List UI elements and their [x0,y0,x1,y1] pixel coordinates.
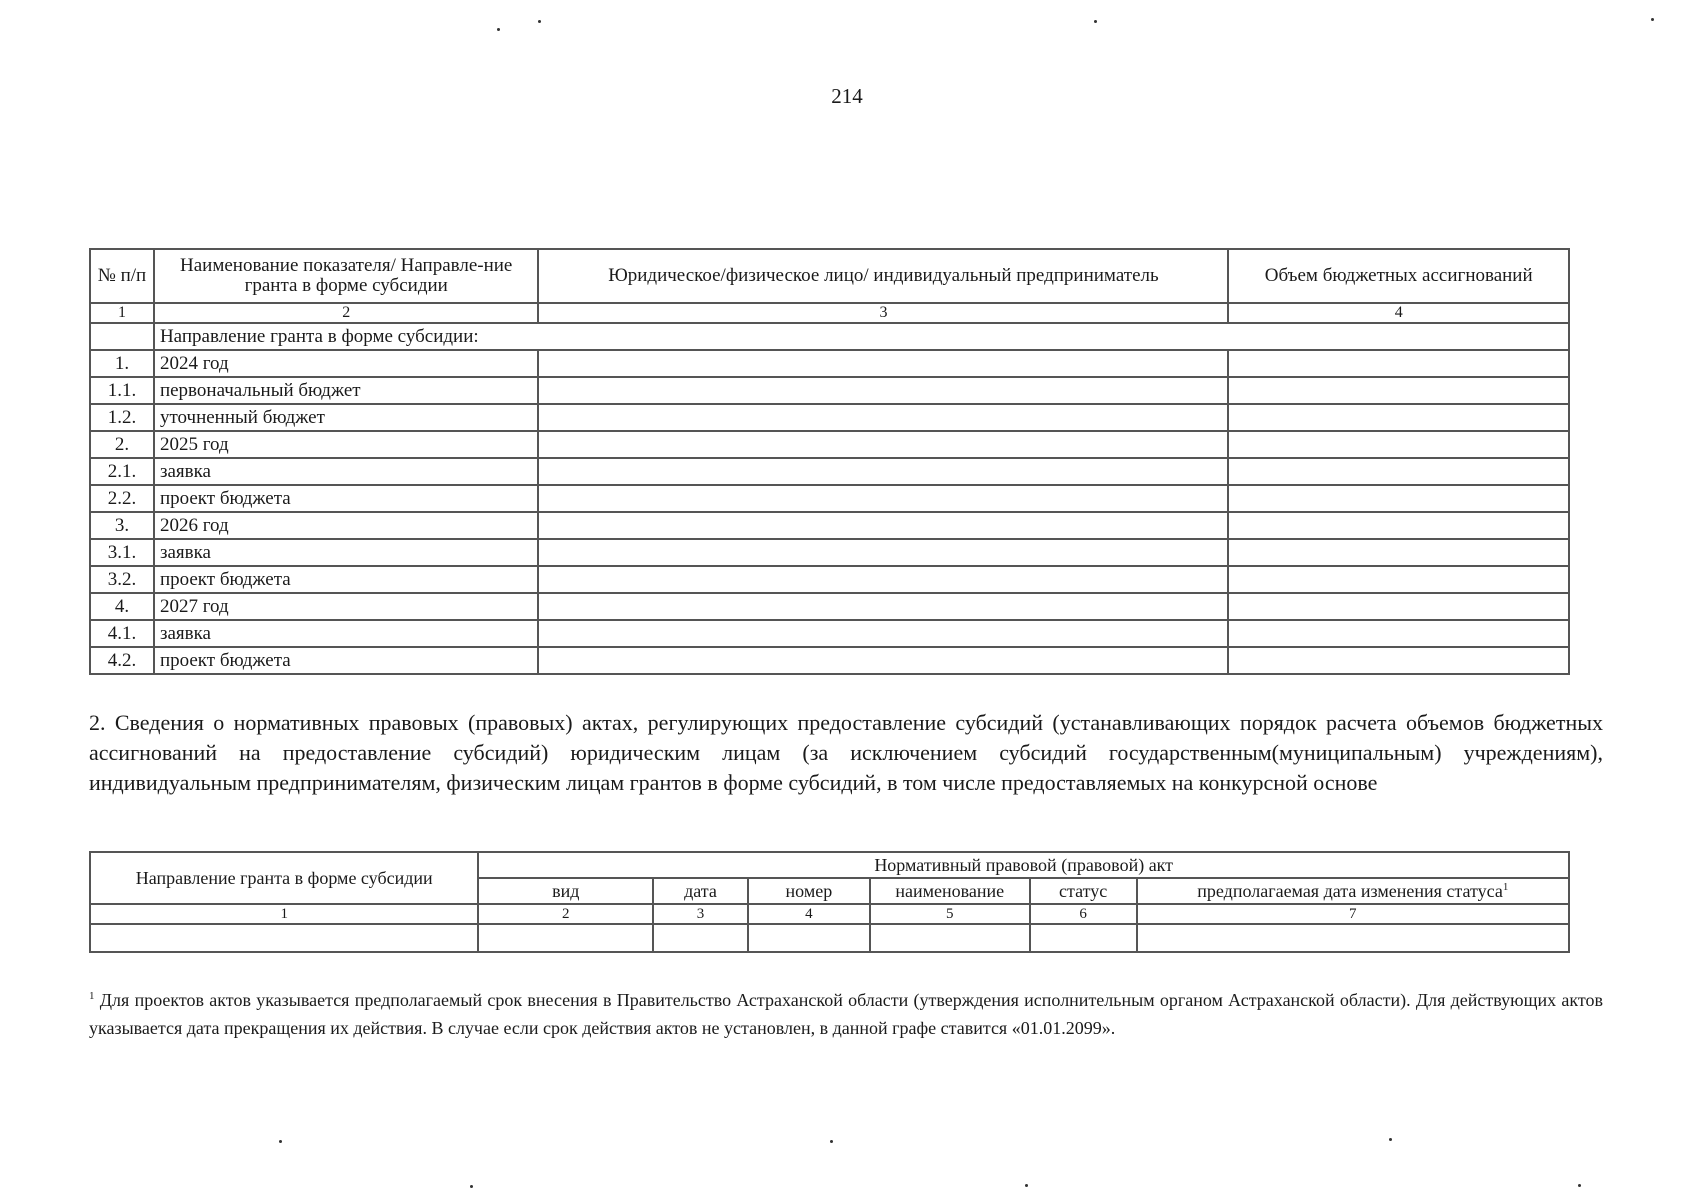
table-cell [538,485,1228,512]
row-number: 2.2. [90,485,154,512]
table-row [90,620,1569,647]
row-name: 2026 год [154,512,539,539]
row-name: 2024 год [154,350,539,377]
table-row [90,485,1569,512]
table-header-row [90,249,1569,303]
scan-speck [538,20,541,23]
column-number-row [90,904,1569,924]
header-indicator-name: Наименование показателя/ Направле-ние гранта в форме субсидии [154,249,539,303]
row-number: 4. [90,593,154,620]
header-date: дата [653,878,748,904]
table-cell [1228,458,1569,485]
table-cell [538,539,1228,566]
table-row [90,647,1569,674]
header-budget-volume: Объем бюджетных ассигнований [1228,249,1569,303]
table-row [90,431,1569,458]
table-cell [1228,377,1569,404]
column-number: 7 [1137,904,1569,924]
table-cell [1228,620,1569,647]
table-cell [1137,924,1569,952]
scan-speck [1389,1138,1392,1141]
table-cell [538,512,1228,539]
scan-speck [279,1140,282,1143]
table-row [90,458,1569,485]
scan-speck [1025,1184,1028,1187]
scan-speck [830,1140,833,1143]
row-number: 2.1. [90,458,154,485]
table-cell [90,924,478,952]
table-row [90,377,1569,404]
header-title: наименование [870,878,1030,904]
column-number: 4 [1228,303,1569,323]
table-cell [1228,350,1569,377]
table-row [90,512,1569,539]
row-name: 2025 год [154,431,539,458]
table-header-row [90,852,1569,878]
row-name: заявка [154,620,539,647]
table-cell [538,620,1228,647]
column-number-row [90,303,1569,323]
table-cell [1228,431,1569,458]
header-status: статус [1030,878,1137,904]
row-number: 4.1. [90,620,154,647]
row-number: 3.1. [90,539,154,566]
footnote [89,982,1603,1042]
column-number: 6 [1030,904,1137,924]
row-name: проект бюджета [154,485,539,512]
table-cell [1228,404,1569,431]
row-name: заявка [154,458,539,485]
column-number: 2 [478,904,653,924]
header-entity: Юридическое/физическое лицо/ индивидуальный предприниматель [538,249,1228,303]
table-cell [538,350,1228,377]
table-row [90,566,1569,593]
column-number: 5 [870,904,1030,924]
scan-speck [497,28,500,31]
table-row [90,924,1569,952]
table-cell [748,924,870,952]
legal-acts-table [89,851,1570,953]
column-number: 2 [154,303,539,323]
table-cell [1228,566,1569,593]
row-name: заявка [154,539,539,566]
table-row [90,350,1569,377]
table-row [90,404,1569,431]
row-number: 3.2. [90,566,154,593]
section-2-paragraph: 2. Сведения о нормативных правовых (правовых) актах, регулирующих предоставление субсидий (устанавливающих порядок расчета объемов бюджетных ассигнований на предоставление субсидий) юридическим лицам (за исключением субсидий государственным(муниципальным) учреждениям), индивидуальным предпринимателям, физическим лицам грантов в форме субсидий, в том числе предоставляемых на конкурсной основе [89,710,1603,795]
row-name: 2027 год [154,593,539,620]
section-label: Направление гранта в форме субсидии: [154,323,1569,350]
scan-speck [1578,1184,1581,1187]
table-cell [538,566,1228,593]
table-cell [538,377,1228,404]
section-row [90,323,1569,350]
table-cell [538,593,1228,620]
table-cell [1030,924,1137,952]
row-number: 1.2. [90,404,154,431]
row-number: 4.2. [90,647,154,674]
header-legal-act: Нормативный правовой (правовой) акт [478,852,1569,878]
row-number: 2. [90,431,154,458]
header-grant-direction: Направление гранта в форме субсидии [90,852,478,904]
budget-allocation-table [89,248,1570,675]
row-name: проект бюджета [154,566,539,593]
row-number: 3. [90,512,154,539]
column-number: 1 [90,303,154,323]
table-cell [90,323,154,350]
column-number: 1 [90,904,478,924]
header-type: вид [478,878,653,904]
column-number: 4 [748,904,870,924]
table-cell [538,458,1228,485]
header-status-change-date-label: предполагаемая дата изменения статуса [1197,880,1503,901]
table-cell [1228,647,1569,674]
scan-speck [1094,20,1097,23]
table-cell [478,924,653,952]
row-number: 1.1. [90,377,154,404]
table-cell [538,647,1228,674]
row-name: уточненный бюджет [154,404,539,431]
row-number: 1. [90,350,154,377]
table-cell [1228,485,1569,512]
scan-speck [470,1185,473,1188]
table-cell [538,431,1228,458]
page-number: 214 [831,84,863,108]
footnote-marker: 1 [89,990,95,1002]
table-cell [538,404,1228,431]
scan-speck [1651,18,1654,21]
table-cell [1228,593,1569,620]
header-number: номер [748,878,870,904]
header-status-change-date [1137,878,1569,904]
table-cell [653,924,748,952]
row-name: первоначальный бюджет [154,377,539,404]
row-name: проект бюджета [154,647,539,674]
header-number: № п/п [90,249,154,303]
footnote-text: Для проектов актов указывается предполагаемый срок внесения в Правительство Астраханской области (утверждения исполнительным органом Астраханской области). Для действующих актов указывается дата прекращения их действия. В случае если срок действия актов не установлен, в данной графе ставится «01.01.2099». [89,990,1603,1038]
column-number: 3 [538,303,1228,323]
table-cell [870,924,1030,952]
footnote-marker: 1 [1502,880,1509,893]
table-row [90,539,1569,566]
table-row [90,593,1569,620]
table-cell [1228,539,1569,566]
column-number: 3 [653,904,748,924]
table-cell [1228,512,1569,539]
